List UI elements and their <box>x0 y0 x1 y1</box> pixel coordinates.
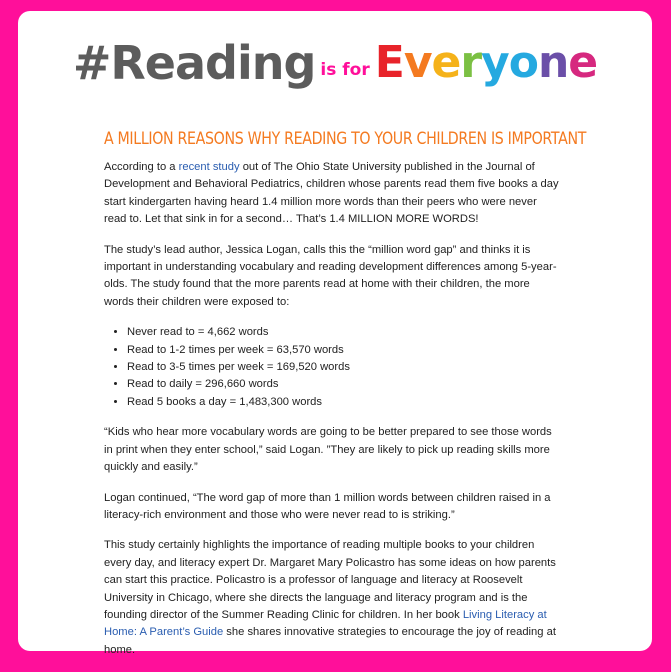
paragraph-policastro-text-end: she shares innovative strategies to encourage the joy of reading at home. <box>104 626 556 656</box>
list-item: • Read 5 books a day = 1,483,300 words <box>127 394 560 411</box>
logo-letter: e <box>431 37 461 88</box>
paragraph-intro-text-start: According to a <box>104 161 179 173</box>
list-item: • Read to 1-2 times per week = 63,570 words <box>127 342 560 359</box>
logo-is-for: is for <box>320 60 370 80</box>
paragraph-intro <box>104 159 560 229</box>
logo-hash-reading: #Reading <box>72 36 316 90</box>
article-heading: A MILLION REASONS WHY READING TO YOUR CHILDREN IS IMPORTANT <box>104 129 587 148</box>
list-item: • Read to 3-5 times per week = 169,520 words <box>127 359 560 376</box>
paragraph-policastro <box>104 537 560 659</box>
recent-study-link[interactable]: recent study <box>178 161 240 173</box>
paragraph-policastro-text-start: This study certainly highlights the importance of reading multiple books to your children every day, and literacy expert Dr. Margaret Mary Policastro has some ideas on how parents can start this practice. Policastro is a professor of language and literacy at Roosevelt University in Chicago, where she directs the language and literacy program and is the founding director of the Summer Reading Clinic for children. In her book <box>104 539 556 621</box>
logo-letter: n <box>537 37 569 88</box>
article-body <box>104 127 587 672</box>
article-card <box>18 11 652 656</box>
logo-letter: o <box>508 37 538 88</box>
paragraph-quote-1: “Kids who hear more vocabulary words are going to be better prepared to see those words in print when they enter school,” said Logan. ”They are likely to pick up reading skills more quickly and easily.” <box>104 426 552 474</box>
paragraph-intro-text-end: out of The Ohio State University published in the Journal of Development and Behavioral Pediatrics, children whose parents read them five books a day start kindergarten having heard 1.4 million more words than their peers who were never read to. Let that sink in for a second… That’s 1.4 MILLION MORE WORDS! <box>104 161 559 226</box>
reading-is-for-everyone-logo <box>18 37 652 89</box>
logo-everyone <box>375 37 597 89</box>
logo-letter: v <box>403 37 432 88</box>
logo-letter: y <box>481 37 509 88</box>
logo-letter: r <box>460 37 482 88</box>
logo-letter: E <box>374 37 404 88</box>
list-item: • Never read to = 4,662 words <box>127 324 560 341</box>
list-item: • Read to daily = 296,660 words <box>127 376 560 393</box>
logo-letter: e <box>568 37 598 88</box>
living-literacy-book-link[interactable]: Living Literacy at Home: A Parent’s Guide <box>104 608 547 639</box>
paragraph-quote-2: Logan continued, “The word gap of more than 1 million words between children raised in a literacy-rich environment and those who were never read to is striking.” <box>104 491 551 521</box>
paragraph-study: The study’s lead author, Jessica Logan, calls this the “million word gap” and thinks it is important in understanding vocabulary and reading development differences among 5-year-olds. The study found that the more parents read at home with their children, the more words their children were exposed to: <box>104 243 557 308</box>
word-count-list <box>104 324 560 411</box>
